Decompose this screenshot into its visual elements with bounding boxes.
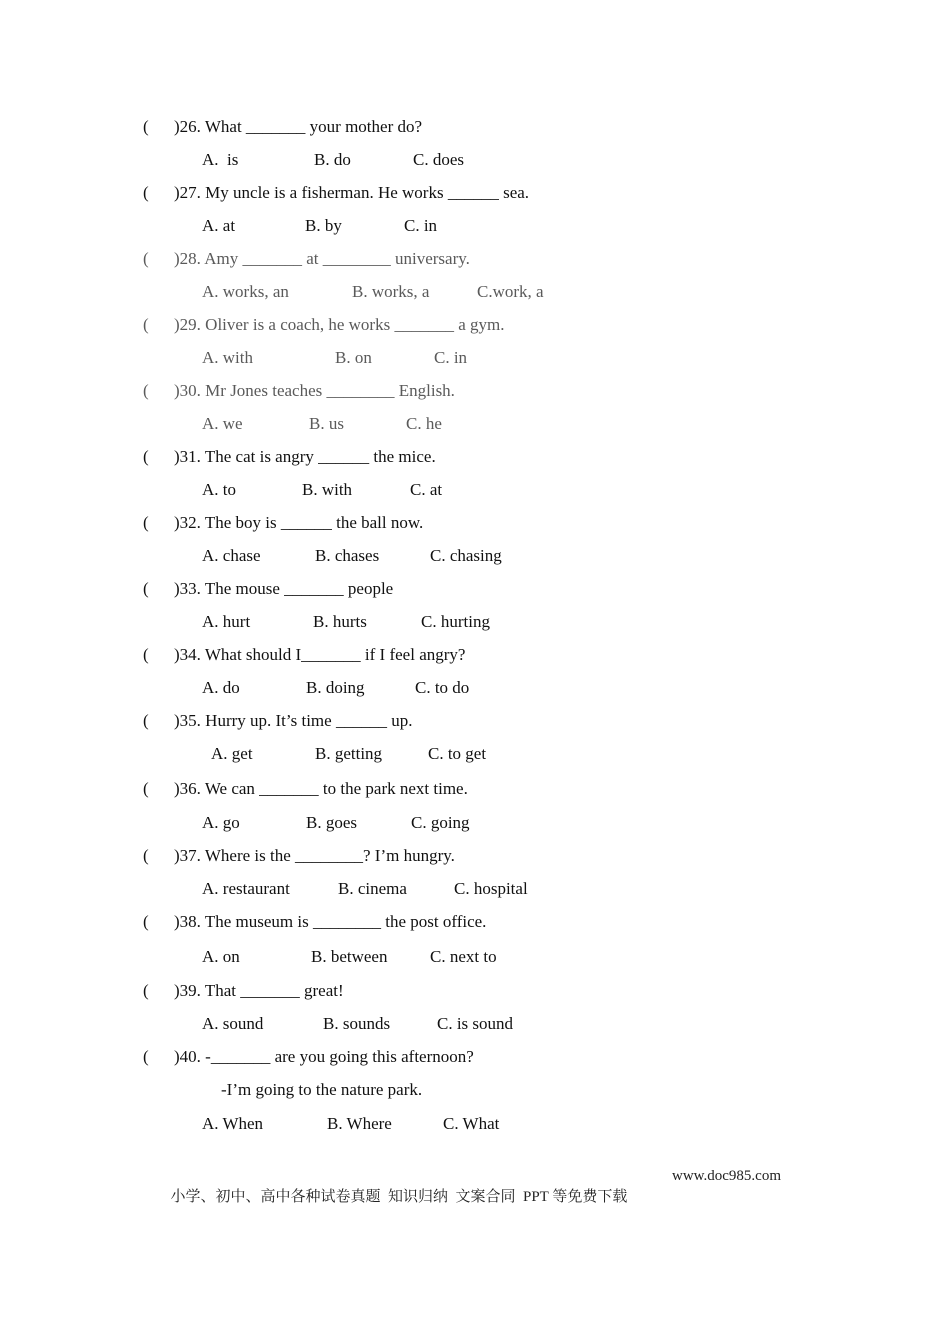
question-28: )28. Amy _______ at ________ universary. (174, 249, 470, 268)
option-q40-a: A. When (202, 1114, 264, 1133)
option-q27-c: C. in (404, 216, 438, 235)
answer-blank-q29[interactable]: ( (143, 315, 149, 334)
question-27: )27. My uncle is a fisherman. He works ______ sea. (174, 183, 530, 202)
option-q38-b: B. between (311, 947, 388, 966)
question-32: )32. The boy is ______ the ball now. (174, 513, 424, 532)
question-33: )33. The mouse _______ people (174, 579, 394, 598)
question-39: )39. That _______ great! (174, 981, 344, 1000)
option-q39-b: B. sounds (323, 1014, 391, 1033)
option-q38-c: C. next to (430, 947, 497, 966)
option-q29-a: A. with (202, 348, 253, 367)
option-q37-a: A. restaurant (202, 879, 290, 898)
answer-blank-q40[interactable]: ( (143, 1047, 149, 1066)
option-q34-b: B. doing (306, 678, 365, 697)
option-q27-b: B. by (305, 216, 342, 235)
question-26: )26. What _______ your mother do? (174, 117, 423, 136)
option-q34-a: A. do (202, 678, 240, 697)
option-q38-a: A. on (202, 947, 240, 966)
answer-blank-q35[interactable]: ( (143, 711, 149, 730)
option-q32-b: B. chases (315, 546, 380, 565)
answer-blank-q36[interactable]: ( (143, 779, 149, 798)
option-q33-b: B. hurts (313, 612, 367, 631)
option-q39-c: C. is sound (437, 1014, 514, 1033)
answer-blank-q30[interactable]: ( (143, 381, 149, 400)
option-q33-c: C. hurting (421, 612, 490, 631)
option-q30-c: C. he (406, 414, 442, 433)
footer-text: 小学、初中、高中各种试卷真题 知识归纳 文案合同 PPT 等免费下载 (170, 1189, 628, 1205)
option-q37-c: C. hospital (454, 879, 528, 898)
option-q26-c: C. does (413, 150, 464, 169)
question-31: )31. The cat is angry ______ the mice. (174, 447, 436, 466)
question-40-reply: -I’m going to the nature park. (221, 1080, 423, 1099)
option-q26-a: A. is (202, 150, 239, 169)
option-q35-a: A. get (211, 744, 253, 763)
answer-blank-q27[interactable]: ( (143, 183, 149, 202)
option-q40-b: B. Where (327, 1114, 392, 1133)
question-29: )29. Oliver is a coach, he works _______ a gym. (174, 315, 505, 334)
answer-blank-q31[interactable]: ( (143, 447, 149, 466)
option-q40-c: C. What (443, 1114, 500, 1133)
question-36: )36. We can _______ to the park next time. (174, 779, 468, 798)
option-q34-c: C. to do (415, 678, 470, 697)
footer-url[interactable]: www.doc985.com (672, 1168, 782, 1184)
answer-blank-q38[interactable]: ( (143, 912, 149, 931)
option-q33-a: A. hurt (202, 612, 251, 631)
answer-blank-q32[interactable]: ( (143, 513, 149, 532)
option-q30-a: A. we (202, 414, 243, 433)
answer-blank-q34[interactable]: ( (143, 645, 149, 664)
question-37: )37. Where is the ________? I’m hungry. (174, 846, 455, 865)
option-q30-b: B. us (309, 414, 344, 433)
option-q28-a: A. works, an (202, 282, 289, 301)
option-q29-c: C. in (434, 348, 468, 367)
answer-blank-q37[interactable]: ( (143, 846, 149, 865)
question-38: )38. The museum is ________ the post office. (174, 912, 487, 931)
option-q36-c: C. going (411, 813, 470, 832)
option-q28-c: C.work, a (477, 282, 544, 301)
question-40: )40. -_______ are you going this afternoon? (174, 1047, 474, 1066)
option-q29-b: B. on (335, 348, 372, 367)
option-q27-a: A. at (202, 216, 236, 235)
answer-blank-q28[interactable]: ( (143, 249, 149, 268)
option-q26-b: B. do (314, 150, 351, 169)
option-q31-b: B. with (302, 480, 353, 499)
option-q31-a: A. to (202, 480, 236, 499)
option-q39-a: A. sound (202, 1014, 264, 1033)
option-q32-a: A. chase (202, 546, 261, 565)
answer-blank-q26[interactable]: ( (143, 117, 149, 136)
option-q35-c: C. to get (428, 744, 487, 763)
option-q32-c: C. chasing (430, 546, 502, 565)
footer (163, 1168, 782, 1223)
option-q31-c: C. at (410, 480, 443, 499)
option-q36-a: A. go (202, 813, 240, 832)
question-30: )30. Mr Jones teaches ________ English. (174, 381, 455, 400)
option-q37-b: B. cinema (338, 879, 407, 898)
answer-blank-q39[interactable]: ( (143, 981, 149, 1000)
question-35: )35. Hurry up. It’s time ______ up. (174, 711, 413, 730)
option-q35-b: B. getting (315, 744, 383, 763)
question-34: )34. What should I_______ if I feel angry? (174, 645, 466, 664)
option-q28-b: B. works, a (352, 282, 430, 301)
answer-blank-q33[interactable]: ( (143, 579, 149, 598)
option-q36-b: B. goes (306, 813, 357, 832)
